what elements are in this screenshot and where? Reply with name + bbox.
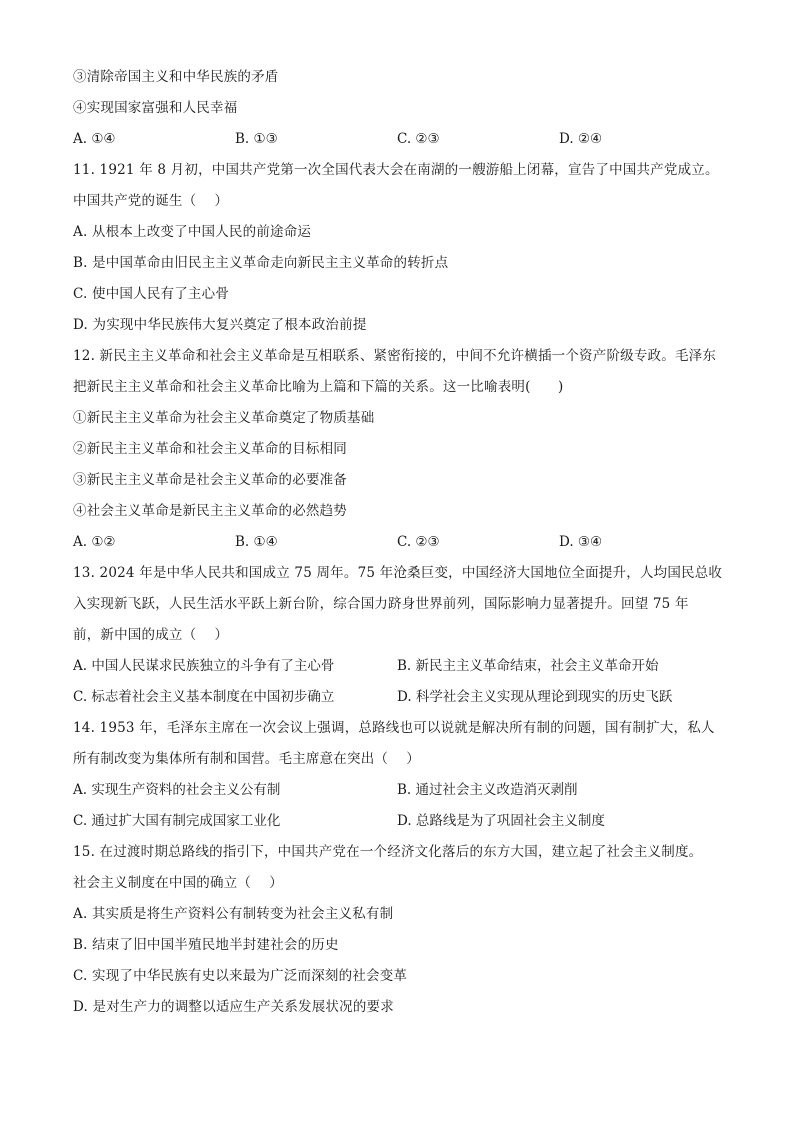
option-b: B. ①③	[235, 131, 278, 147]
question-stem: 中国共产党的诞生（ ）	[73, 193, 229, 209]
exam-page	[73, 62, 723, 1023]
question-stem: 15. 在过渡时期总路线的指引下，中国共产党在一个经济文化落后的东方大国，建立起了社会主义制度。	[73, 844, 703, 860]
question-item: ③清除帝国主义和中华民族的矛盾	[73, 69, 279, 85]
question-item: ④社会主义革命是新民主主义革命的必然趋势	[73, 503, 347, 519]
option-b: B. 通过社会主义改造消灭剥削	[397, 782, 578, 798]
answer-options	[73, 651, 723, 682]
question-stem: 13. 2024 年是中华人民共和国成立 75 周年。75 年沧桑巨变，中国经济大国地位全面提升，人均国民总收	[73, 565, 723, 581]
option-a: A. ①②	[73, 534, 116, 550]
option-a: A. 其实质是将生产资料公有制转变为社会主义私有制	[73, 906, 394, 922]
option-b: B. ①④	[235, 534, 278, 550]
option-c: C. 通过扩大国有制完成国家工业化	[73, 813, 281, 829]
question-stem: 把新民主主义革命和社会主义革命比喻为上篇和下篇的关系。这一比喻表明( )	[73, 379, 564, 395]
option-b: B. 结束了旧中国半殖民地半封建社会的历史	[73, 937, 339, 953]
option-c: C. 使中国人民有了主心骨	[73, 286, 230, 302]
question-stem: 11. 1921 年 8 月初，中国共产党第一次全国代表大会在南湖的一艘游船上闭幕，宣告了中国共产党成立。	[73, 162, 719, 178]
option-c: C. ②③	[397, 534, 440, 550]
option-a: A. ①④	[73, 131, 116, 147]
question-stem: 前，新中国的成立（ ）	[73, 627, 229, 643]
answer-options	[73, 775, 723, 806]
question-stem: 社会主义制度在中国的确立（ ）	[73, 875, 283, 891]
answer-options	[73, 682, 723, 713]
question-item: ①新民主主义革命为社会主义革命奠定了物质基础	[73, 410, 375, 426]
question-item: ③新民主主义革命是社会主义革命的必要准备	[73, 472, 347, 488]
option-a: A. 中国人民谋求民族独立的斗争有了主心骨	[73, 658, 335, 674]
option-d: D. 为实现中华民族伟大复兴奠定了根本政治前提	[73, 317, 367, 333]
option-c: C. 实现了中华民族有史以来最为广泛而深刻的社会变革	[73, 968, 408, 984]
question-item: ④实现国家富强和人民幸福	[73, 100, 238, 116]
answer-options	[73, 124, 723, 155]
option-d: D. ③④	[559, 534, 603, 550]
question-stem: 12. 新民主主义革命和社会主义革命是互相联系、紧密衔接的，中间不允许横插一个资产阶级专政。毛泽东	[73, 348, 717, 364]
option-d: D. ②④	[559, 131, 603, 147]
option-a: A. 从根本上改变了中国人民的前途命运	[73, 224, 312, 240]
option-c: C. ②③	[397, 131, 440, 147]
option-d: D. 科学社会主义实现从理论到现实的历史飞跃	[397, 689, 673, 705]
option-d: D. 总路线是为了巩固社会主义制度	[397, 813, 605, 829]
answer-options	[73, 527, 723, 558]
question-item: ②新民主主义革命和社会主义革命的目标相同	[73, 441, 347, 457]
option-d: D. 是对生产力的调整以适应生产关系发展状况的要求	[73, 999, 394, 1015]
option-a: A. 实现生产资料的社会主义公有制	[73, 782, 281, 798]
answer-options	[73, 806, 723, 837]
question-stem: 入实现新飞跃，人民生活水平跃上新台阶，综合国力跻身世界前列，国际影响力显著提升。回望 75 年	[73, 596, 689, 612]
option-b: B. 新民主主义革命结束，社会主义革命开始	[397, 658, 659, 674]
question-stem: 所有制改变为集体所有制和国营。毛主席意在突出（ ）	[73, 751, 420, 767]
option-c: C. 标志着社会主义基本制度在中国初步确立	[73, 689, 335, 705]
option-b: B. 是中国革命由旧民主主义革命走向新民主主义革命的转折点	[73, 255, 449, 271]
question-stem: 14. 1953 年，毛泽东主席在一次会议上强调，总路线也可以说就是解决所有制的问题，国有制扩大，私人	[73, 720, 715, 736]
